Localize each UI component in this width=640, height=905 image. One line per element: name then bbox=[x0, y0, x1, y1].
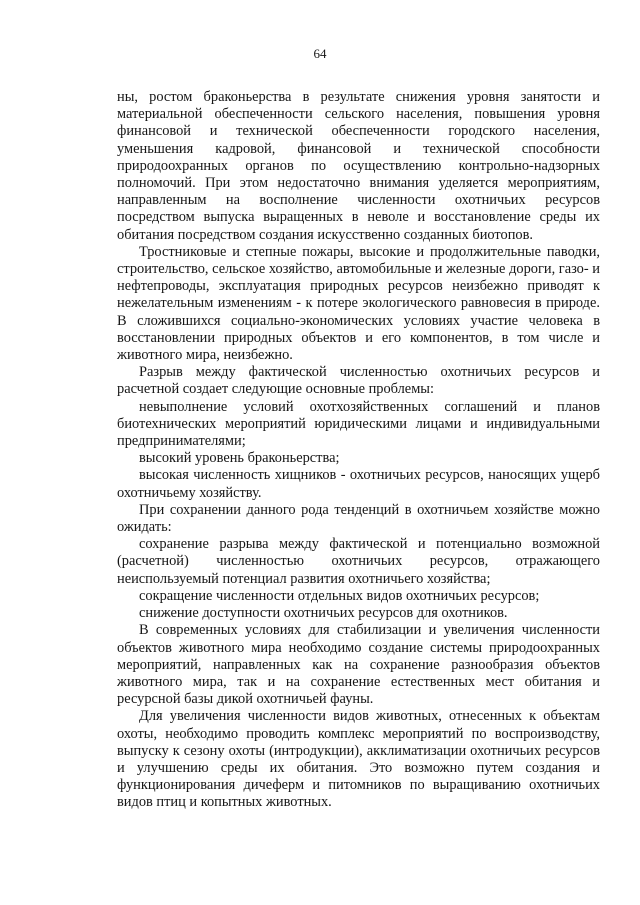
list-item: высокий уровень браконьерства; bbox=[139, 450, 340, 467]
list-item: снижение доступности охотничьих ресурсов для охотников. bbox=[139, 605, 508, 622]
paragraph: Разрыв между фактической численностью охотничьих ресурсов и расчетной создает следующие основные проблемы: bbox=[117, 364, 600, 398]
paragraph: В современных условиях для стабилизации и увеличения численности объектов животного мира необходимо создание системы природоохранных мероприятий, направленных как на сохранение разнообразия объектов животного мира, так и на сохранение естественных мест обитания и ресурсной базы дикой охотничьей фауны. bbox=[117, 622, 600, 708]
paragraph: Тростниковые и степные пожары, высокие и продолжительные паводки, строительство, сельское хозяйство, автомобильные и железные дороги, газо- и нефтепроводы, эксплуатация природных ресурсов неизбежно приводят к нежелательным изменениям - к потере экологического равновесия в природе. В сложившихся социально-экономических условиях участие человека в восстановлении природных объектов и его компонентов, в том числе и животного мира, неизбежно. bbox=[117, 243, 600, 364]
page-number: 64 bbox=[313, 46, 327, 61]
list-item: сокращение численности отдельных видов охотничьих ресурсов; bbox=[139, 587, 540, 604]
paragraph: При сохранении данного рода тенденций в охотничьем хозяйстве можно ожидать: bbox=[117, 501, 600, 536]
document-body bbox=[117, 89, 600, 812]
list-item: невыполнение условий охотхозяйственных соглашений и планов биотехнических мероприятий юридическими лицами и индивидуальными предпринимателями; bbox=[117, 398, 600, 450]
list-item: сохранение разрыва между фактической и потенциально возможной (расчетной) численностью охотничьих ресурсов, отражающего неиспользуемый потенциал развития охотничьего хозяйства; bbox=[117, 536, 600, 587]
list-item: высокая численность хищников - охотничьих ресурсов, наносящих ущерб охотничьему хозяйству. bbox=[117, 467, 600, 501]
paragraph-continuation: ны, ростом браконьерства в результате снижения уровня занятости и материальной обеспеченности сельского населения, повышения уровня финансовой и технической обеспеченности городского населения, уменьшения кадровой, финансовой и технической способности природоохранных органов по осуществлению контрольно-надзорных полномочий. При этом недостаточно внимания уделяется мероприятиям, направленным на восполнение численности охотничьих ресурсов посредством выпуска выращенных в неволе и восстановление среды их обитания посредством создания искусственно созданных биотопов. bbox=[117, 89, 600, 243]
paragraph: Для увеличения численности видов животных, отнесенных к объектам охоты, необходимо проводить комплекс мероприятий по воспроизводству, выпуску к сезону охоты (интродукции), акклиматизации охотничьих ресурсов и улучшению среды их обитания. Это возможно путем создания и функционирования дичеферм и питомников по выращиванию охотничьих видов птиц и копытных животных. bbox=[117, 708, 600, 811]
